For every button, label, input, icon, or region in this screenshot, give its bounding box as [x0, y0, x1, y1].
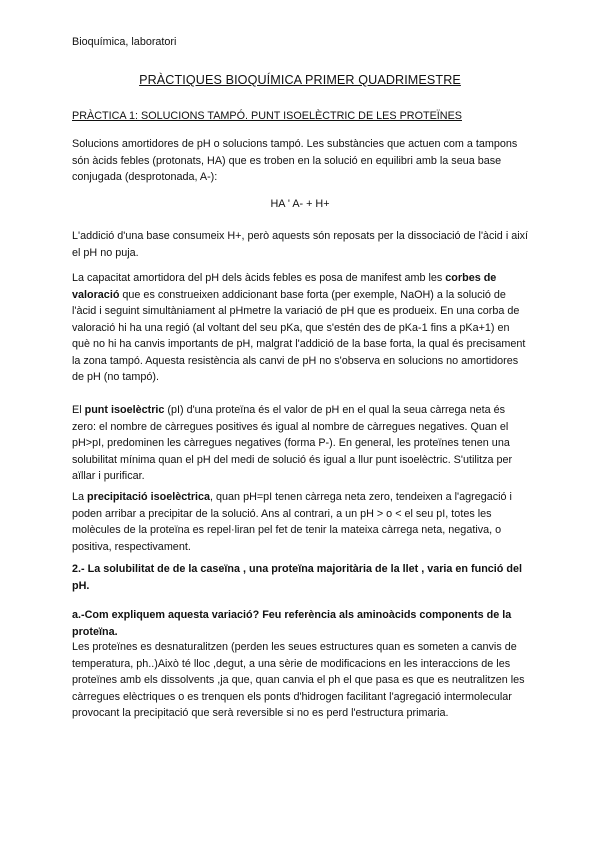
text-segment: que es construeixen addicionant base forta (per exemple, NaOH) a la solució de l'àcid i seguint simultàniament al pHmetre la variació de pH que es produeix. En una corba de valoració hi ha una regió (al voltant del seu pKa, que s'estén des de pKa-1 fins a pKa+1) en què no hi ha canvis importants de pH, malgrat l'addició de la base forta, la qual és precisament la zona tampó. Aquesta resistència als canvi de pH no s'observa en solucions no amortidores de pH (no tampó).	[72, 288, 526, 383]
paragraph-buffer-solutions: Solucions amortidores de pH o solucions tampó. Les substàncies que actuen com a tampons són àcids febles (protonats, HA) que es troben en la solució en equilibri amb la seua base conjugada (desprotonada, A-):	[72, 138, 518, 183]
paragraph-base-addition: L'addició d'una base consumeix H+, però aquests són reposats per la dissociació de l'àcid i així el pH no puja.	[72, 230, 529, 259]
document-title: PRÀCTIQUES BIOQUÍMICA PRIMER QUADRIMESTRE	[139, 73, 461, 87]
bold-term-isoelectric-point: punt isoelèctric	[84, 404, 165, 416]
paragraph-isoelectric-precipitation	[72, 489, 530, 555]
text-segment: La capacitat amortidora del pH dels àcids febles es posa de manifest amb les	[72, 272, 446, 284]
text-segment: El	[72, 404, 85, 416]
text-segment: , quan pH=pI tenen càrrega neta zero, tendeixen a l'agregació i poden arribar a precipitar de la solució. Ans al contrari, a un pH > o < el seu pI, totes les molècules de la proteïna es repel·liran pel fet de tenir la mateixa càrrega neta, negativa, o positiva, respectivament.	[72, 491, 512, 553]
bold-term-isoelectric-precipitation: precipitació isoelèctrica	[87, 491, 211, 503]
answer-2a: Les proteïnes es desnaturalitzen (perden les seues estructures quan es someten a canvis de temperatura, ph..)Això té lloc ,degut, a una sèrie de modificacions en les interaccions de les proteïnes amb els dissolvents ,ja que, quan canvia el ph el que pasa es que es neutralitzen les càrregues elèctriques o es trenquen els ponts d'hidrogen facilitant l'agregació intermolecular provocant la precipitació que serà reversible si no es perd l'estructura primaria.	[72, 641, 525, 719]
course-header: Bioquímica, laboratori	[72, 36, 177, 48]
question-2a: a.-Com expliquem aquesta variació? Feu referència als aminoàcids components de la proteïna.	[72, 609, 512, 638]
text-segment: La	[72, 491, 88, 503]
section-title: PRÀCTICA 1: SOLUCIONS TAMPÓ. PUNT ISOELÈCTRIC DE LES PROTEÏNES	[72, 110, 462, 122]
equilibrium-equation: HA ' A- + H+	[270, 198, 330, 210]
text-segment: (pI) d'una proteïna és el valor de pH en el qual la seua càrrega neta és zero: el nombre de càrregues positives és igual al nombre de càrregues negatives. Quan el pH>pI, predominen les càrregues negatives (forma P-). En general, les proteïnes tenen una solubilitat mínima quan el pH del medi de solució és igual a llur punt isoelèctric. S'utilitza per aïllar i purificar.	[72, 404, 513, 482]
paragraph-isoelectric-point	[72, 402, 530, 485]
paragraph-titration-curves	[72, 270, 530, 386]
bold-term-titration-curves: corbes de valoració	[72, 272, 497, 301]
question-2: 2.- La solubilitat de de la caseïna , una proteïna majoritària de la llet , varia en funció del pH.	[72, 563, 523, 592]
